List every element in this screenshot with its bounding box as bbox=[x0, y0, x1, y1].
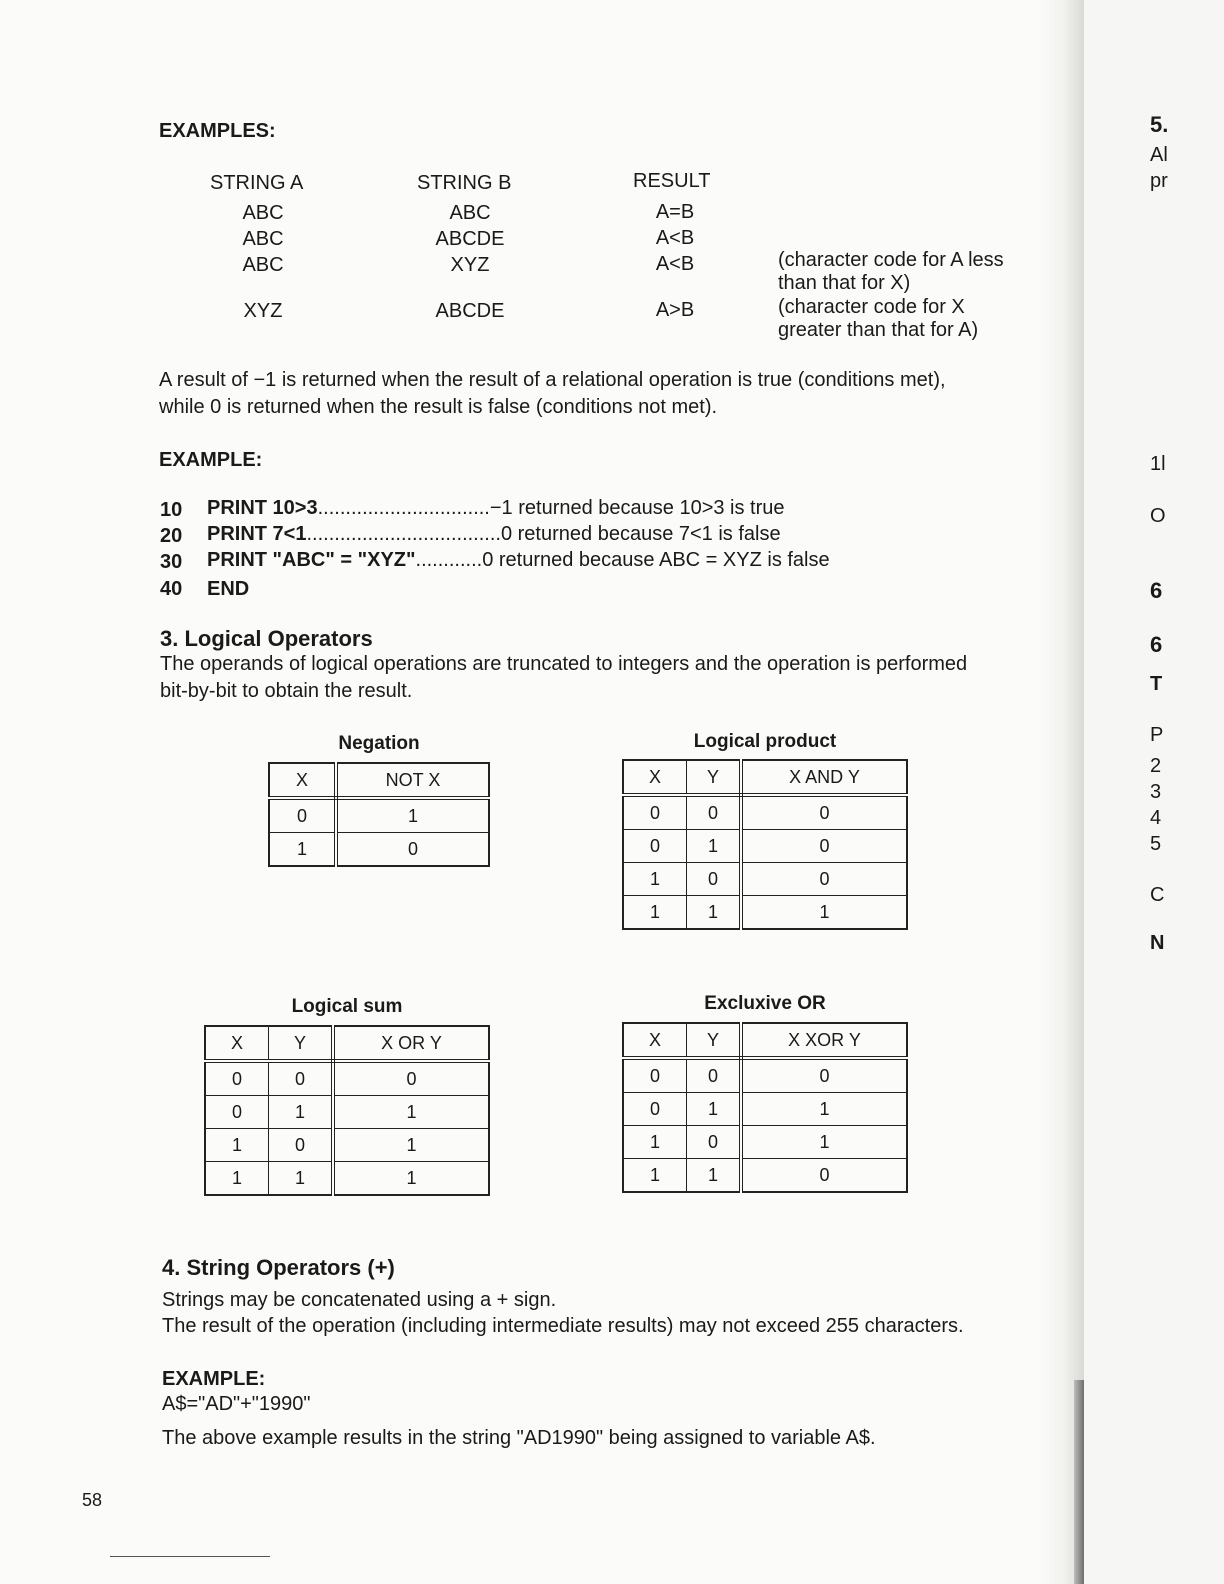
table-cell: 0 bbox=[741, 830, 907, 863]
string-example-text: The above example results in the string "AD1990" being assigned to variable A$. bbox=[162, 1427, 876, 1449]
string-example-heading: EXAMPLE: bbox=[162, 1368, 266, 1390]
string-a-cell: XYZ bbox=[243, 300, 283, 322]
table-cell: 0 bbox=[205, 1061, 269, 1096]
facing-page-text: 6 bbox=[1150, 578, 1163, 603]
line-number: 40 bbox=[160, 578, 183, 600]
program-code: PRINT "ABC" = "XYZ" bbox=[207, 549, 416, 571]
table-row bbox=[623, 795, 907, 830]
table-row bbox=[205, 1061, 489, 1096]
table-cell: 1 bbox=[205, 1162, 269, 1196]
facing-page-text: T bbox=[1150, 673, 1163, 695]
result-note: than that for X) bbox=[778, 272, 911, 294]
table-row bbox=[623, 1058, 907, 1093]
table-cell: 1 bbox=[623, 896, 687, 930]
table-row bbox=[205, 1162, 489, 1196]
exclusive-or-table bbox=[622, 1022, 908, 1193]
line-number: 10 bbox=[160, 499, 183, 521]
table-cell: 0 bbox=[687, 863, 742, 896]
table-cell: 0 bbox=[269, 1061, 334, 1096]
table-header-cell: X OR Y bbox=[333, 1026, 489, 1061]
table-cell: 0 bbox=[623, 830, 687, 863]
table-row bbox=[623, 863, 907, 896]
table-cell: 1 bbox=[623, 1126, 687, 1159]
result-cell: A=B bbox=[655, 201, 695, 223]
example-heading: EXAMPLE: bbox=[159, 449, 263, 471]
table-cell: 1 bbox=[687, 830, 742, 863]
result-cell: A>B bbox=[655, 299, 695, 321]
table-cell: 1 bbox=[333, 1162, 489, 1196]
logical-operators-heading: 3. Logical Operators bbox=[160, 626, 373, 651]
leader-dots: ................................... bbox=[306, 523, 501, 545]
program-explanation: 0 returned because ABC = XYZ is false bbox=[482, 549, 830, 571]
string-a-cell: ABC bbox=[242, 202, 284, 224]
table-header-cell: X bbox=[269, 763, 336, 798]
table-header-cell: Y bbox=[687, 760, 742, 795]
table-cell: 1 bbox=[741, 896, 907, 930]
table-cell: 1 bbox=[623, 863, 687, 896]
table-row bbox=[205, 1096, 489, 1129]
negation-table bbox=[268, 762, 490, 867]
result-note: (character code for A less bbox=[778, 249, 1004, 271]
facing-page-text: O bbox=[1150, 505, 1166, 527]
relational-text-line: while 0 is returned when the result is false (conditions not met). bbox=[159, 396, 718, 418]
table-row bbox=[269, 833, 489, 867]
facing-page-text: N bbox=[1150, 932, 1165, 954]
table-cell: 1 bbox=[623, 1159, 687, 1193]
negation-caption: Negation bbox=[338, 733, 420, 754]
table-cell: 0 bbox=[741, 1058, 907, 1093]
table-cell: 1 bbox=[269, 1096, 334, 1129]
table-cell: 0 bbox=[269, 798, 336, 833]
table-header-cell: NOT X bbox=[336, 763, 489, 798]
table-cell: 0 bbox=[741, 795, 907, 830]
facing-page-text: 5. bbox=[1150, 112, 1169, 137]
program-explanation: −1 returned because 10>3 is true bbox=[489, 497, 785, 519]
program-explanation: 0 returned because 7<1 is false bbox=[500, 523, 781, 545]
table-row bbox=[623, 1126, 907, 1159]
table-cell: 1 bbox=[687, 1093, 742, 1126]
table-cell: 0 bbox=[336, 833, 489, 867]
page-number: 58 bbox=[82, 1490, 103, 1510]
string-b-cell: XYZ bbox=[450, 254, 490, 276]
table-cell: 1 bbox=[205, 1129, 269, 1162]
book-spine-shadow bbox=[1074, 1380, 1084, 1584]
logical-text-line: bit-by-bit to obtain the result. bbox=[160, 680, 413, 702]
table-cell: 0 bbox=[741, 1159, 907, 1193]
facing-page-text: 5 bbox=[1150, 833, 1162, 855]
table-row bbox=[205, 1129, 489, 1162]
logical-sum-caption: Logical sum bbox=[291, 996, 403, 1017]
examples-heading: EXAMPLES: bbox=[159, 120, 276, 142]
leader-dots: ............................... bbox=[317, 497, 490, 519]
table-cell: 0 bbox=[623, 795, 687, 830]
table-cell: 0 bbox=[687, 795, 742, 830]
logical-text-line: The operands of logical operations are truncated to integers and the operation is performed bbox=[160, 653, 968, 675]
facing-page-text: Al bbox=[1150, 144, 1168, 166]
logical-product-caption: Logical product bbox=[693, 731, 837, 752]
program-code: PRINT 7<1 bbox=[207, 523, 307, 545]
table-cell: 0 bbox=[623, 1058, 687, 1093]
footer-rule bbox=[110, 1556, 270, 1557]
facing-page-text: C bbox=[1150, 884, 1165, 906]
table-cell: 1 bbox=[741, 1093, 907, 1126]
table-cell: 1 bbox=[269, 1162, 334, 1196]
facing-page-text: 3 bbox=[1150, 781, 1162, 803]
string-ops-text-line: Strings may be concatenated using a + sign. bbox=[162, 1289, 557, 1311]
table-header-cell: X bbox=[205, 1026, 269, 1061]
table-row bbox=[269, 798, 489, 833]
facing-page-text: pr bbox=[1150, 170, 1168, 192]
table-cell: 1 bbox=[336, 798, 489, 833]
table-header-cell: X bbox=[623, 760, 687, 795]
table-cell: 1 bbox=[333, 1129, 489, 1162]
string-example-code: A$="AD"+"1990" bbox=[162, 1393, 311, 1415]
facing-page-text: 6 bbox=[1150, 632, 1163, 657]
string-ops-text-line: The result of the operation (including intermediate results) may not exceed 255 characters. bbox=[162, 1315, 964, 1337]
result-cell: A<B bbox=[655, 227, 695, 249]
string-b-cell: ABCDE bbox=[435, 228, 505, 250]
table-cell: 1 bbox=[741, 1126, 907, 1159]
result-note: greater than that for A) bbox=[778, 319, 979, 341]
table-header-cell: Y bbox=[269, 1026, 334, 1061]
line-number: 30 bbox=[160, 551, 183, 573]
facing-page-text: 2 bbox=[1150, 755, 1162, 777]
table-cell: 1 bbox=[687, 1159, 742, 1193]
string-b-cell: ABCDE bbox=[435, 300, 505, 322]
table-header-cell: X bbox=[623, 1023, 687, 1058]
table-cell: 1 bbox=[269, 833, 336, 867]
string-operators-heading: 4. String Operators (+) bbox=[162, 1255, 395, 1280]
facing-page-text: 1l bbox=[1150, 453, 1166, 475]
table-cell: 0 bbox=[269, 1129, 334, 1162]
table-cell: 0 bbox=[741, 863, 907, 896]
logical-product-table bbox=[622, 759, 908, 930]
result-header: RESULT bbox=[633, 170, 711, 192]
table-cell: 0 bbox=[687, 1126, 742, 1159]
string-b-header: STRING B bbox=[417, 172, 512, 194]
string-a-cell: ABC bbox=[242, 254, 284, 276]
table-row bbox=[623, 1093, 907, 1126]
table-row bbox=[623, 896, 907, 930]
table-cell: 1 bbox=[333, 1096, 489, 1129]
table-row bbox=[623, 830, 907, 863]
table-cell: 0 bbox=[687, 1058, 742, 1093]
table-header-cell: X AND Y bbox=[741, 760, 907, 795]
program-code: END bbox=[207, 578, 250, 600]
table-cell: 0 bbox=[205, 1096, 269, 1129]
page-gutter bbox=[1040, 0, 1084, 1584]
table-cell: 0 bbox=[623, 1093, 687, 1126]
relational-text-line: A result of −1 is returned when the result of a relational operation is true (conditions met), bbox=[159, 369, 946, 391]
leader-dots: ............ bbox=[415, 549, 483, 571]
string-a-header: STRING A bbox=[210, 172, 304, 194]
exclusive-or-caption: Excluxive OR bbox=[704, 993, 826, 1014]
string-a-cell: ABC bbox=[242, 228, 284, 250]
facing-page-text: P bbox=[1150, 724, 1164, 746]
table-row bbox=[623, 1159, 907, 1193]
table-cell: 1 bbox=[687, 896, 742, 930]
table-header-cell: X XOR Y bbox=[741, 1023, 907, 1058]
result-cell: A<B bbox=[655, 253, 695, 275]
line-number: 20 bbox=[160, 525, 183, 547]
table-header-cell: Y bbox=[687, 1023, 742, 1058]
result-note: (character code for X bbox=[778, 296, 965, 318]
facing-page-text: 4 bbox=[1150, 807, 1162, 829]
table-cell: 0 bbox=[333, 1061, 489, 1096]
program-code: PRINT 10>3 bbox=[207, 497, 318, 519]
logical-sum-table bbox=[204, 1025, 490, 1196]
string-b-cell: ABC bbox=[449, 202, 491, 224]
